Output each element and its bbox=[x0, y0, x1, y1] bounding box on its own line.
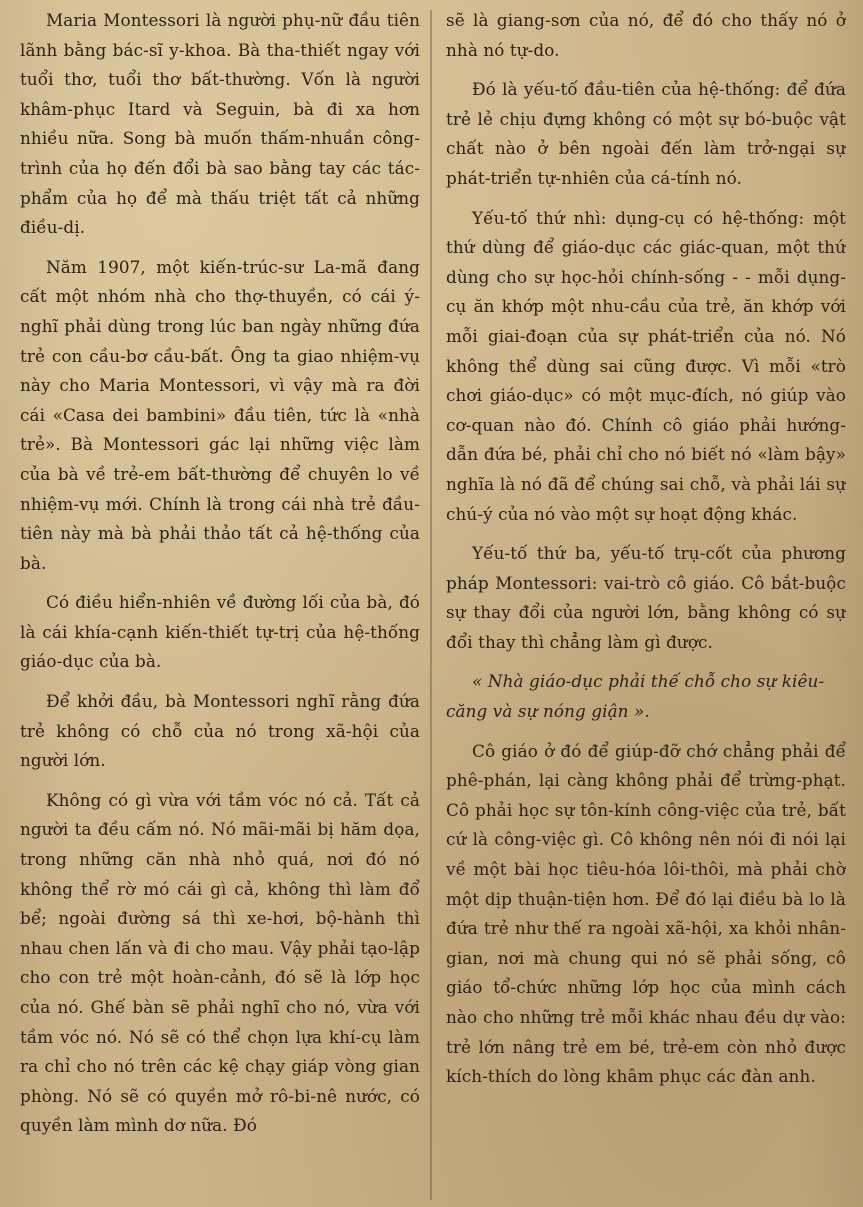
right-column bbox=[446, 6, 846, 1201]
paragraph-third-element: Yếu-tố thứ ba, yếu-tố trụ-cốt của phương pháp Montessori: vai-trò cô giáo. Cô bắt-buộc sự thay đổi của người lớn, bằng không có sự đổi thay thì chẳng làm gì được. bbox=[446, 543, 846, 652]
paragraph-autonomy: Có điều hiển-nhiên về đường lối của bà, đó là cái khía-cạnh kiến-thiết tự-trị của hệ-thống giáo-dục của bà. bbox=[20, 592, 420, 672]
paragraph-first-element: Đó là yếu-tố đầu-tiên của hệ-thống: để đứa trẻ lẻ chịu đựng không có một sự bó-buộc vật chất nào ở bên ngoài đến làm trở-ngại sự phát-triển tự-nhiên của cá-tính nó. bbox=[446, 79, 846, 188]
paragraph-continuation: sẽ là giang-sơn của nó, để đó cho thấy nó ở nhà nó tự-do. bbox=[446, 10, 846, 60]
paragraph-montessori-intro: Maria Montessori là người phụ-nữ đầu tiên lãnh bằng bác-sĩ y-khoa. Bà tha-thiết ngay với tuổi thơ, tuổi thơ bất-thường. Vốn là người khâm-phục Itard và Seguin, bà đi xa hơn nhiều nữa. Song bà muốn thấm-nhuần công-trình của họ đến đổi bà sao bằng tay các tác-phẩm của họ để mà thấu triệt tất cả những điều-dị. bbox=[20, 10, 420, 238]
paragraph-child-place: Để khởi đầu, bà Montessori nghĩ rằng đứa trẻ không có chỗ của nó trong xã-hội của người lớn. bbox=[20, 691, 420, 771]
paragraph-quote: « Nhà giáo-dục phải thế chỗ cho sự kiêu-căng và sự nóng giận ». bbox=[446, 671, 825, 722]
paragraph-casa-dei-bambini: Năm 1907, một kiến-trúc-sư La-mã đang cất một nhóm nhà cho thợ-thuyền, có cái ý-nghĩ phải dùng trong lúc ban ngày những đứa trẻ con cầu-bơ cầu-bất. Ông ta giao nhiệm-vụ này cho Maria Montessori, vì vậy mà ra đời cái «Casa dei bambini» đầu tiên, tức là «nhà trẻ». Bà Montessori gác lại những việc làm của bà về trẻ-em bất-thường để chuyên lo về nhiệm-vụ mới. Chính là trong cái nhà trẻ đầu-tiên này mà bà phải thảo tất cả hệ-thống của bà. bbox=[20, 256, 420, 573]
column-divider bbox=[430, 10, 432, 1200]
paragraph-second-element: Yếu-tố thứ nhì: dụng-cụ có hệ-thống: một thứ dùng để giáo-dục các giác-quan, một thứ dùng cho sự học-hỏi chính-sống - - mỗi dụng-cụ ăn khớp một nhu-cầu của trẻ, ăn khớp với mỗi giai-đoạn của sự phát-triển của nó. Nó không thể dùng sai cũng được. Vì mỗi «trò chơi giáo-dục» có một mục-đích, nó giúp vào cơ-quan nào đó. Chính cô giáo phải hướng-dẫn đứa bé, phải chỉ cho nó biết nó «làm bậy» nghĩa là nó đã để chúng sai chỗ, và phải lái sự chú-ý của nó vào một sự hoạt động khác. bbox=[446, 207, 846, 524]
left-column bbox=[20, 6, 420, 1201]
paragraph-teacher-role: Cô giáo ở đó để giúp-đỡ chớ chẳng phải để phê-phán, lại càng không phải để trừng-phạt. Cô phải học sự tôn-kính công-việc của trẻ, bất cứ là công-việc gì. Cô không nên nói đi nói lại về một bài học tiêu-hóa lôi-thôi, mà phải chờ một dịp thuận-tiện hơn. Để đó lại điều bà lo là đứa trẻ như thế ra ngoài xã-hội, xa khỏi nhân-gian, nơi mà chung qui nó sẽ phải sống, cô giáo tổ-chức những lớp học của mình cách nào cho những trẻ mỗi khác nhau đều dự vào: trẻ lớn nâng trẻ em bé, trẻ-em còn nhỏ được kích-thích do lòng khâm phục các đàn anh. bbox=[446, 740, 846, 1087]
paragraph-environment: Không có gì vừa với tầm vóc nó cả. Tất cả người ta đều cấm nó. Nó mãi-mãi bị hăm dọa, trong những căn nhà nhỏ quá, nơi đó nó không thể rờ mó cái gì cả, không thì làm đổ bể; ngoài đường sá thì xe-hơi, bộ-hành thì nhau chen lấn và đi cho mau. Vậy phải tạo-lập cho con trẻ một hoàn-cảnh, đó sẽ là lớp học của nó. Ghế bàn sẽ phải nghĩ cho nó, vừa với tầm vóc nó. Nó sẽ có thể chọn lựa khí-cụ làm ra chỉ cho nó trên các kệ chạy giáp vòng gian phòng. Nó sẽ có quyền mở rô-bi-nê nước, có quyền làm mình dơ nữa. Đó bbox=[20, 789, 420, 1136]
